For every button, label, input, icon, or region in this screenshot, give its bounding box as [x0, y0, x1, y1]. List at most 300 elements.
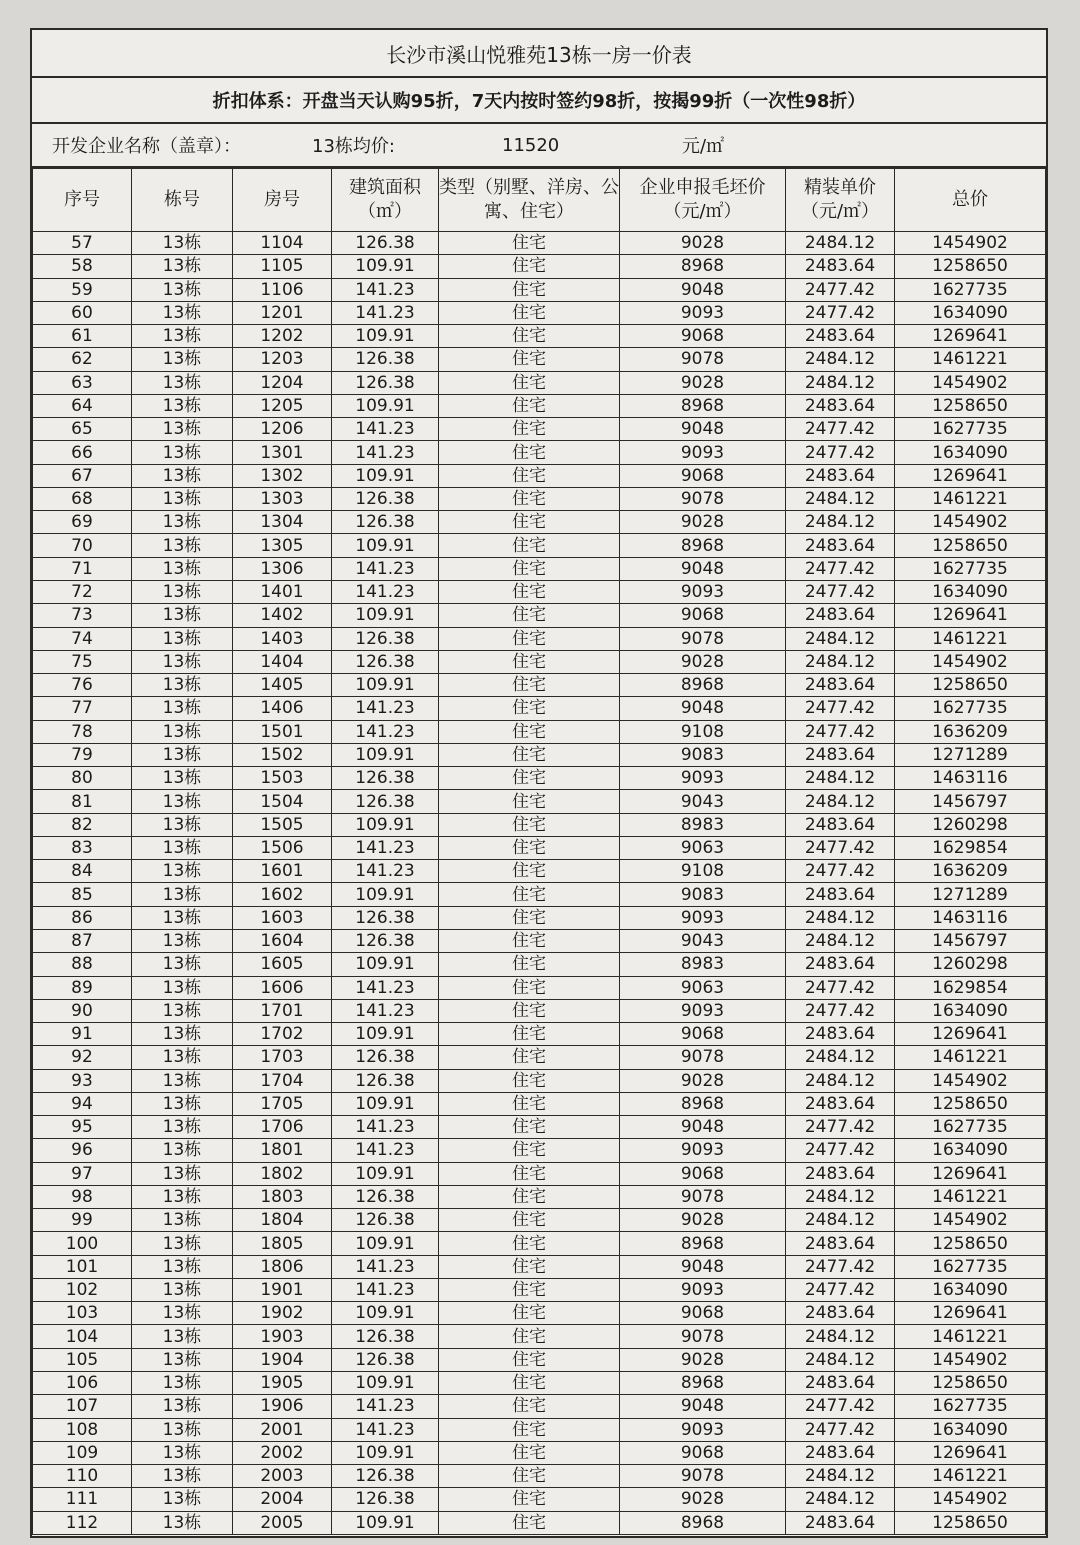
building-cell: 13栋	[132, 418, 233, 441]
total-cell: 1454902	[895, 371, 1046, 394]
base-price-cell: 9078	[620, 1046, 786, 1069]
type-cell: 住宅	[439, 325, 620, 348]
type-cell: 住宅	[439, 1372, 620, 1395]
total-cell: 1636209	[895, 860, 1046, 883]
base-price-cell: 9028	[620, 650, 786, 673]
seq-cell: 107	[33, 1395, 132, 1418]
type-cell: 住宅	[439, 1069, 620, 1092]
deco-price-cell: 2477.42	[786, 1418, 895, 1441]
area-cell: 141.23	[332, 1255, 439, 1278]
area-cell: 109.91	[332, 813, 439, 836]
area-cell: 109.91	[332, 743, 439, 766]
building-cell: 13栋	[132, 557, 233, 580]
room-cell: 1402	[233, 604, 332, 627]
seq-cell: 63	[33, 371, 132, 394]
type-cell: 住宅	[439, 1209, 620, 1232]
seq-cell: 104	[33, 1325, 132, 1348]
building-cell: 13栋	[132, 1278, 233, 1301]
total-cell: 1269641	[895, 464, 1046, 487]
type-cell: 住宅	[439, 1418, 620, 1441]
area-cell: 126.38	[332, 1325, 439, 1348]
building-cell: 13栋	[132, 650, 233, 673]
seq-cell: 78	[33, 720, 132, 743]
seq-cell: 94	[33, 1092, 132, 1115]
room-cell: 1303	[233, 487, 332, 510]
total-cell: 1454902	[895, 232, 1046, 255]
base-price-cell: 9078	[620, 1465, 786, 1488]
total-cell: 1461221	[895, 1465, 1046, 1488]
table-row	[33, 743, 1046, 766]
type-cell: 住宅	[439, 1162, 620, 1185]
building-cell: 13栋	[132, 674, 233, 697]
area-cell: 126.38	[332, 627, 439, 650]
base-price-cell: 9078	[620, 487, 786, 510]
seq-cell: 86	[33, 906, 132, 929]
type-cell: 住宅	[439, 1255, 620, 1278]
building-cell: 13栋	[132, 1488, 233, 1511]
table-row	[33, 1441, 1046, 1464]
total-cell: 1269641	[895, 1162, 1046, 1185]
base-price-cell: 9068	[620, 1441, 786, 1464]
deco-price-cell: 2483.64	[786, 604, 895, 627]
room-cell: 1504	[233, 790, 332, 813]
type-cell: 住宅	[439, 1395, 620, 1418]
building-cell: 13栋	[132, 394, 233, 417]
area-cell: 126.38	[332, 1465, 439, 1488]
room-cell: 1605	[233, 953, 332, 976]
total-cell: 1269641	[895, 1023, 1046, 1046]
building-cell: 13栋	[132, 720, 233, 743]
room-cell: 1801	[233, 1139, 332, 1162]
area-cell: 109.91	[332, 1511, 439, 1534]
area-cell: 109.91	[332, 325, 439, 348]
sheet-title: 长沙市溪山悦雅苑13栋一房一价表	[386, 42, 692, 67]
building-cell: 13栋	[132, 976, 233, 999]
discount-text: 折扣体系：开盘当天认购95折，7天内按时签约98折，按揭99折（一次性98折）	[212, 91, 866, 112]
table-row	[33, 1418, 1046, 1441]
total-cell: 1271289	[895, 883, 1046, 906]
area-cell: 126.38	[332, 1488, 439, 1511]
type-cell: 住宅	[439, 511, 620, 534]
room-cell: 1503	[233, 767, 332, 790]
deco-price-cell: 2477.42	[786, 301, 895, 324]
type-cell: 住宅	[439, 1185, 620, 1208]
type-cell: 住宅	[439, 1465, 620, 1488]
table-row	[33, 1395, 1046, 1418]
base-price-cell: 9093	[620, 767, 786, 790]
seq-cell: 74	[33, 627, 132, 650]
building-cell: 13栋	[132, 813, 233, 836]
seq-cell: 79	[33, 743, 132, 766]
seq-cell: 105	[33, 1348, 132, 1371]
total-cell: 1258650	[895, 534, 1046, 557]
building-cell: 13栋	[132, 1069, 233, 1092]
room-cell: 1506	[233, 836, 332, 859]
table-row	[33, 557, 1046, 580]
seq-cell: 111	[33, 1488, 132, 1511]
total-cell: 1627735	[895, 1116, 1046, 1139]
building-cell: 13栋	[132, 999, 233, 1022]
table-row	[33, 1325, 1046, 1348]
building-cell: 13栋	[132, 1465, 233, 1488]
seq-cell: 65	[33, 418, 132, 441]
building-cell: 13栋	[132, 534, 233, 557]
table-row	[33, 1162, 1046, 1185]
header-seq: 序号	[33, 169, 132, 232]
building-cell: 13栋	[132, 1046, 233, 1069]
table-row	[33, 1511, 1046, 1534]
total-cell: 1454902	[895, 1209, 1046, 1232]
room-cell: 2004	[233, 1488, 332, 1511]
seq-cell: 81	[33, 790, 132, 813]
type-cell: 住宅	[439, 301, 620, 324]
type-cell: 住宅	[439, 534, 620, 557]
base-price-cell: 9078	[620, 1325, 786, 1348]
room-cell: 1304	[233, 511, 332, 534]
seq-cell: 93	[33, 1069, 132, 1092]
type-cell: 住宅	[439, 487, 620, 510]
room-cell: 1404	[233, 650, 332, 673]
seq-cell: 92	[33, 1046, 132, 1069]
base-price-cell: 9068	[620, 1302, 786, 1325]
type-cell: 住宅	[439, 1139, 620, 1162]
seq-cell: 112	[33, 1511, 132, 1534]
table-row	[33, 278, 1046, 301]
table-row	[33, 929, 1046, 952]
table-row	[33, 1139, 1046, 1162]
table-row	[33, 1092, 1046, 1115]
deco-price-cell: 2484.12	[786, 487, 895, 510]
seq-cell: 73	[33, 604, 132, 627]
building-cell: 13栋	[132, 1325, 233, 1348]
type-cell: 住宅	[439, 348, 620, 371]
base-price-cell: 9083	[620, 883, 786, 906]
seq-cell: 99	[33, 1209, 132, 1232]
base-price-cell: 8968	[620, 534, 786, 557]
area-cell: 126.38	[332, 511, 439, 534]
area-cell: 141.23	[332, 860, 439, 883]
deco-price-cell: 2483.64	[786, 1372, 895, 1395]
table-row	[33, 1465, 1046, 1488]
seq-cell: 71	[33, 557, 132, 580]
total-cell: 1627735	[895, 1255, 1046, 1278]
building-cell: 13栋	[132, 953, 233, 976]
seq-cell: 82	[33, 813, 132, 836]
deco-price-cell: 2477.42	[786, 1139, 895, 1162]
table-row	[33, 1302, 1046, 1325]
room-cell: 1601	[233, 860, 332, 883]
seq-cell: 72	[33, 580, 132, 603]
building-cell: 13栋	[132, 464, 233, 487]
total-cell: 1636209	[895, 720, 1046, 743]
building-cell: 13栋	[132, 604, 233, 627]
area-cell: 141.23	[332, 1116, 439, 1139]
total-cell: 1463116	[895, 767, 1046, 790]
total-cell: 1634090	[895, 301, 1046, 324]
area-cell: 126.38	[332, 1046, 439, 1069]
area-cell: 141.23	[332, 301, 439, 324]
room-cell: 1401	[233, 580, 332, 603]
base-price-cell: 8968	[620, 1232, 786, 1255]
type-cell: 住宅	[439, 1278, 620, 1301]
area-cell: 126.38	[332, 767, 439, 790]
base-price-cell: 8983	[620, 813, 786, 836]
base-price-cell: 8968	[620, 1372, 786, 1395]
total-cell: 1634090	[895, 1278, 1046, 1301]
deco-price-cell: 2484.12	[786, 906, 895, 929]
area-cell: 126.38	[332, 371, 439, 394]
type-cell: 住宅	[439, 1441, 620, 1464]
deco-price-cell: 2483.64	[786, 1092, 895, 1115]
type-cell: 住宅	[439, 604, 620, 627]
total-cell: 1634090	[895, 1139, 1046, 1162]
seq-cell: 83	[33, 836, 132, 859]
building-cell: 13栋	[132, 627, 233, 650]
total-cell: 1258650	[895, 394, 1046, 417]
building-cell: 13栋	[132, 1348, 233, 1371]
total-cell: 1461221	[895, 487, 1046, 510]
room-cell: 2003	[233, 1465, 332, 1488]
seq-cell: 108	[33, 1418, 132, 1441]
room-cell: 1301	[233, 441, 332, 464]
base-price-cell: 9043	[620, 790, 786, 813]
table-row	[33, 1278, 1046, 1301]
base-price-cell: 9093	[620, 301, 786, 324]
total-cell: 1454902	[895, 1488, 1046, 1511]
deco-price-cell: 2484.12	[786, 1185, 895, 1208]
room-cell: 1502	[233, 743, 332, 766]
building-cell: 13栋	[132, 1162, 233, 1185]
table-row	[33, 348, 1046, 371]
type-cell: 住宅	[439, 650, 620, 673]
area-cell: 109.91	[332, 953, 439, 976]
table-row	[33, 1069, 1046, 1092]
area-cell: 109.91	[332, 604, 439, 627]
avg-price-value: 11520	[502, 134, 560, 156]
deco-price-cell: 2484.12	[786, 1465, 895, 1488]
total-cell: 1269641	[895, 325, 1046, 348]
seq-cell: 77	[33, 697, 132, 720]
base-price-cell: 9068	[620, 325, 786, 348]
total-cell: 1269641	[895, 1441, 1046, 1464]
deco-price-cell: 2477.42	[786, 1395, 895, 1418]
type-cell: 住宅	[439, 627, 620, 650]
total-cell: 1634090	[895, 441, 1046, 464]
deco-price-cell: 2484.12	[786, 767, 895, 790]
seq-cell: 95	[33, 1116, 132, 1139]
building-cell: 13栋	[132, 1023, 233, 1046]
area-cell: 109.91	[332, 1023, 439, 1046]
deco-price-cell: 2483.64	[786, 464, 895, 487]
total-cell: 1454902	[895, 650, 1046, 673]
seq-cell: 106	[33, 1372, 132, 1395]
area-cell: 141.23	[332, 441, 439, 464]
deco-price-cell: 2483.64	[786, 1441, 895, 1464]
header-area: 建筑面积（㎡）	[332, 169, 439, 232]
deco-price-cell: 2483.64	[786, 883, 895, 906]
total-cell: 1629854	[895, 836, 1046, 859]
building-cell: 13栋	[132, 511, 233, 534]
building-cell: 13栋	[132, 1441, 233, 1464]
base-price-cell: 9068	[620, 464, 786, 487]
table-row	[33, 883, 1046, 906]
table-row	[33, 1023, 1046, 1046]
type-cell: 住宅	[439, 464, 620, 487]
room-cell: 1201	[233, 301, 332, 324]
table-row	[33, 464, 1046, 487]
area-cell: 109.91	[332, 1162, 439, 1185]
building-cell: 13栋	[132, 1511, 233, 1534]
seq-cell: 89	[33, 976, 132, 999]
room-cell: 1202	[233, 325, 332, 348]
area-cell: 141.23	[332, 557, 439, 580]
deco-price-cell: 2477.42	[786, 580, 895, 603]
deco-price-cell: 2484.12	[786, 1325, 895, 1348]
room-cell: 1501	[233, 720, 332, 743]
area-cell: 109.91	[332, 1232, 439, 1255]
area-cell: 126.38	[332, 790, 439, 813]
deco-price-cell: 2477.42	[786, 1116, 895, 1139]
room-cell: 1703	[233, 1046, 332, 1069]
type-cell: 住宅	[439, 1302, 620, 1325]
table-row	[33, 487, 1046, 510]
table-row	[33, 767, 1046, 790]
deco-price-cell: 2484.12	[786, 1069, 895, 1092]
area-cell: 126.38	[332, 1185, 439, 1208]
type-cell: 住宅	[439, 790, 620, 813]
avg-price-label: 13栋均价:	[312, 136, 395, 157]
deco-price-cell: 2483.64	[786, 1162, 895, 1185]
building-cell: 13栋	[132, 441, 233, 464]
deco-price-cell: 2483.64	[786, 1302, 895, 1325]
room-cell: 1603	[233, 906, 332, 929]
table-row	[33, 906, 1046, 929]
table-body	[33, 232, 1046, 1535]
building-cell: 13栋	[132, 487, 233, 510]
area-cell: 109.91	[332, 1372, 439, 1395]
seq-cell: 88	[33, 953, 132, 976]
building-cell: 13栋	[132, 348, 233, 371]
room-cell: 1205	[233, 394, 332, 417]
area-cell: 126.38	[332, 487, 439, 510]
base-price-cell: 9028	[620, 232, 786, 255]
room-cell: 1403	[233, 627, 332, 650]
table-header-row	[33, 169, 1046, 232]
type-cell: 住宅	[439, 720, 620, 743]
type-cell: 住宅	[439, 999, 620, 1022]
deco-price-cell: 2483.64	[786, 743, 895, 766]
room-cell: 1806	[233, 1255, 332, 1278]
base-price-cell: 8968	[620, 394, 786, 417]
table-row	[33, 418, 1046, 441]
room-cell: 2001	[233, 1418, 332, 1441]
area-cell: 109.91	[332, 674, 439, 697]
room-cell: 1905	[233, 1372, 332, 1395]
table-row	[33, 790, 1046, 813]
area-cell: 109.91	[332, 394, 439, 417]
table-row	[33, 860, 1046, 883]
total-cell: 1454902	[895, 1348, 1046, 1371]
base-price-cell: 9043	[620, 929, 786, 952]
base-price-cell: 9048	[620, 418, 786, 441]
base-price-cell: 9083	[620, 743, 786, 766]
deco-price-cell: 2477.42	[786, 976, 895, 999]
total-cell: 1461221	[895, 1325, 1046, 1348]
type-cell: 住宅	[439, 418, 620, 441]
deco-price-cell: 2483.64	[786, 953, 895, 976]
total-cell: 1627735	[895, 418, 1046, 441]
seq-cell: 67	[33, 464, 132, 487]
building-cell: 13栋	[132, 1209, 233, 1232]
deco-price-cell: 2477.42	[786, 999, 895, 1022]
room-cell: 1904	[233, 1348, 332, 1371]
table-row	[33, 394, 1046, 417]
seq-cell: 98	[33, 1185, 132, 1208]
seq-cell: 109	[33, 1441, 132, 1464]
seq-cell: 76	[33, 674, 132, 697]
base-price-cell: 9093	[620, 999, 786, 1022]
deco-price-cell: 2484.12	[786, 1209, 895, 1232]
deco-price-cell: 2477.42	[786, 697, 895, 720]
total-cell: 1627735	[895, 557, 1046, 580]
room-cell: 1606	[233, 976, 332, 999]
area-cell: 141.23	[332, 999, 439, 1022]
room-cell: 1302	[233, 464, 332, 487]
type-cell: 住宅	[439, 1023, 620, 1046]
area-cell: 141.23	[332, 580, 439, 603]
developer-band	[32, 124, 1046, 168]
base-price-cell: 9048	[620, 697, 786, 720]
area-cell: 141.23	[332, 720, 439, 743]
deco-price-cell: 2477.42	[786, 557, 895, 580]
type-cell: 住宅	[439, 232, 620, 255]
deco-price-cell: 2484.12	[786, 232, 895, 255]
room-cell: 1203	[233, 348, 332, 371]
deco-price-cell: 2477.42	[786, 1278, 895, 1301]
total-cell: 1634090	[895, 580, 1046, 603]
room-cell: 1802	[233, 1162, 332, 1185]
area-cell: 126.38	[332, 1209, 439, 1232]
deco-price-cell: 2483.64	[786, 534, 895, 557]
total-cell: 1258650	[895, 1372, 1046, 1395]
type-cell: 住宅	[439, 929, 620, 952]
total-cell: 1634090	[895, 1418, 1046, 1441]
developer-label: 开发企业名称（盖章）：	[52, 136, 241, 157]
seq-cell: 96	[33, 1139, 132, 1162]
deco-price-cell: 2484.12	[786, 511, 895, 534]
base-price-cell: 9078	[620, 1185, 786, 1208]
total-cell: 1627735	[895, 278, 1046, 301]
type-cell: 住宅	[439, 883, 620, 906]
area-cell: 126.38	[332, 1069, 439, 1092]
total-cell: 1258650	[895, 1092, 1046, 1115]
type-cell: 住宅	[439, 371, 620, 394]
table-row	[33, 674, 1046, 697]
base-price-cell: 9063	[620, 836, 786, 859]
building-cell: 13栋	[132, 325, 233, 348]
total-cell: 1258650	[895, 1511, 1046, 1534]
total-cell: 1629854	[895, 976, 1046, 999]
table-row	[33, 1255, 1046, 1278]
base-price-cell: 9048	[620, 1255, 786, 1278]
price-sheet	[30, 28, 1048, 1538]
deco-price-cell: 2484.12	[786, 929, 895, 952]
total-cell: 1258650	[895, 1232, 1046, 1255]
building-cell: 13栋	[132, 860, 233, 883]
total-cell: 1627735	[895, 697, 1046, 720]
table-row	[33, 1488, 1046, 1511]
discount-band	[32, 78, 1046, 124]
